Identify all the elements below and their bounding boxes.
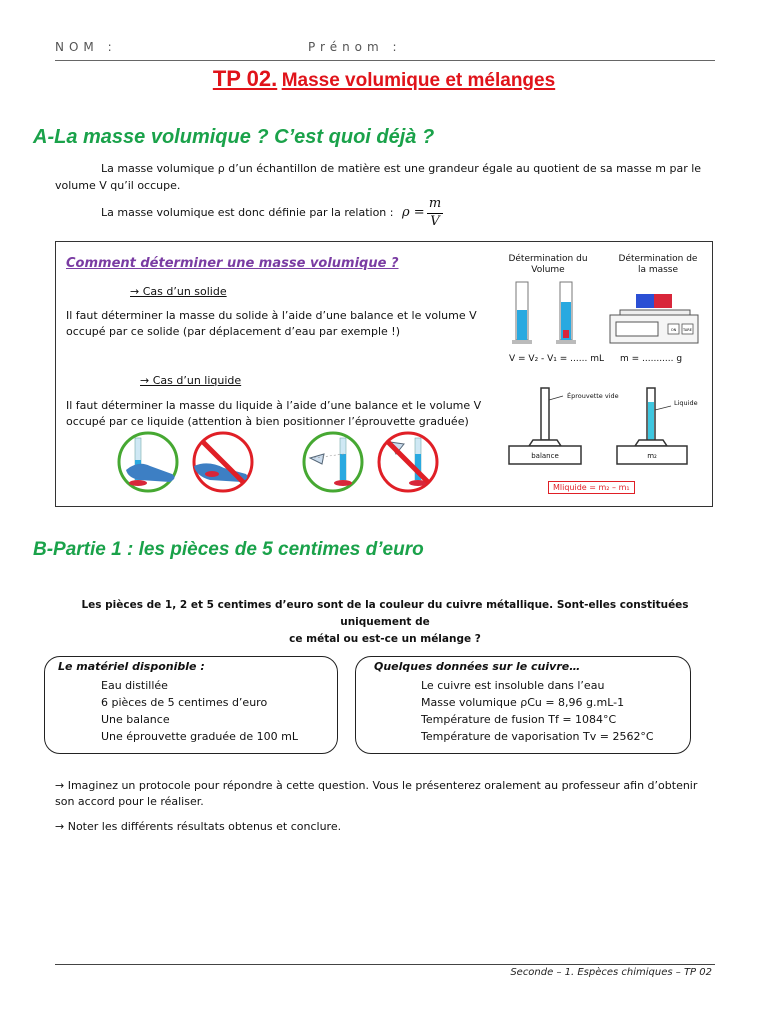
list-item: 6 pièces de 5 centimes d’euro [101,696,268,709]
box-title: Comment déterminer une masse volumique ? [66,256,399,271]
mliquide-formula: Mliquide = m₂ – m₁ [548,481,635,494]
fig-mass-title-line2: la masse [637,265,679,275]
question-line2: ce métal ou est-ce un mélange ? [289,633,481,645]
nom-label: NOM : [55,40,117,54]
prenom-label: Prénom : [308,40,402,54]
formula-numerator: m [428,196,442,211]
title-text: Masse volumique et mélanges [281,70,556,91]
question-line1: Les pièces de 1, 2 et 5 centimes d’euro sont de la couleur du cuivre métallique. Sont-elles constituées uniquement de [81,599,689,628]
cas-solide-label: → Cas d’un solide [130,285,227,298]
section-a-heading: A-La masse volumique ? C’est quoi déjà ? [33,126,435,148]
materiel-list [101,677,298,745]
liquide-line1: Il faut déterminer la masse du liquide à l’aide d’une balance et le volume V [66,399,482,412]
footer-text: Seconde – 1. Espèces chimiques – TP 02 [510,967,712,978]
reading-illustrations [108,430,448,494]
liquid-caption: Liquide [674,399,698,407]
definition-line1: La masse volumique ρ d’un échantillon de matière est une grandeur égale au quotient de sa masse m par le [101,162,702,175]
mass-equation: m = ........... g [620,354,683,364]
list-item: Une balance [101,713,170,726]
formula-rho: ρ = [402,205,425,220]
scale-tare-key: TARE [683,328,692,332]
list-item: Une éprouvette graduée de 100 mL [101,730,299,743]
fig-volume-title-line1: Détermination du [508,254,588,264]
title-prefix: TP 02. [212,66,278,91]
incorrect-reading-icon-2 [379,433,437,491]
footer-rule [55,964,715,965]
list-item: Température de fusion Tf = 1084°C [421,713,617,726]
cas-liquide-label: → Cas d’un liquide [140,374,242,387]
definition-line2: volume V qu’il occupe. [55,179,181,192]
balance-caption: balance [531,452,559,460]
relation-text: La masse volumique est donc définie par la relation : [101,206,394,219]
solide-line1: Il faut déterminer la masse du solide à l’aide d’une balance et le volume V [66,309,477,322]
list-item: Masse volumique ρCu = 8,96 g.mL-1 [421,696,625,709]
liquide-line2: occupé par ce liquide (attention à bien positionner l’éprouvette graduée) [66,415,469,428]
scale-figure [604,290,704,348]
instruction-1-line1: → Imaginez un protocole pour répondre à cette question. Vous le présenterez oralement au professeur afin d’obtenir [55,779,698,792]
question-text [55,597,715,648]
formula-denominator: V [430,214,440,229]
page-title [0,66,768,92]
list-item: Eau distillée [101,679,168,692]
donnees-list [421,677,654,745]
fig-volume-title-line2: Volume [531,265,565,275]
fig-mass-title-line1: Détermination de [618,254,698,264]
instruction-2: → Noter les différents résultats obtenus et conclure. [55,820,342,833]
instruction-1-line2: son accord pour le réaliser. [55,795,204,808]
materiel-title: Le matériel disponible : [58,660,205,673]
section-b-heading: B-Partie 1 : les pièces de 5 centimes d’euro [33,539,424,560]
incorrect-reading-icon-1 [194,433,252,491]
fig-volume-title [498,254,598,276]
fig-mass-title [608,254,708,276]
correct-reading-icon-2 [304,433,362,491]
empty-cylinder-caption: Éprouvette vide [567,392,619,400]
volume-equation: V = V₂ - V₁ = ...... mL [509,354,604,364]
cylinder-1 [512,282,532,344]
header-rule [55,60,715,61]
list-item: Température de vaporisation Tv = 2562°C [421,730,654,743]
donnees-title: Quelques données sur le cuivre… [374,660,581,673]
solide-line2: occupé par ce solide (par déplacement d’eau par exemple !) [66,325,400,338]
volume-cylinders-figure [512,278,592,350]
cylinder-2 [556,282,576,344]
m2-caption: m₂ [647,452,657,460]
correct-reading-icon-1 [119,433,177,491]
list-item: Le cuivre est insoluble dans l’eau [421,679,605,692]
scale-on-key: ON [670,328,677,332]
